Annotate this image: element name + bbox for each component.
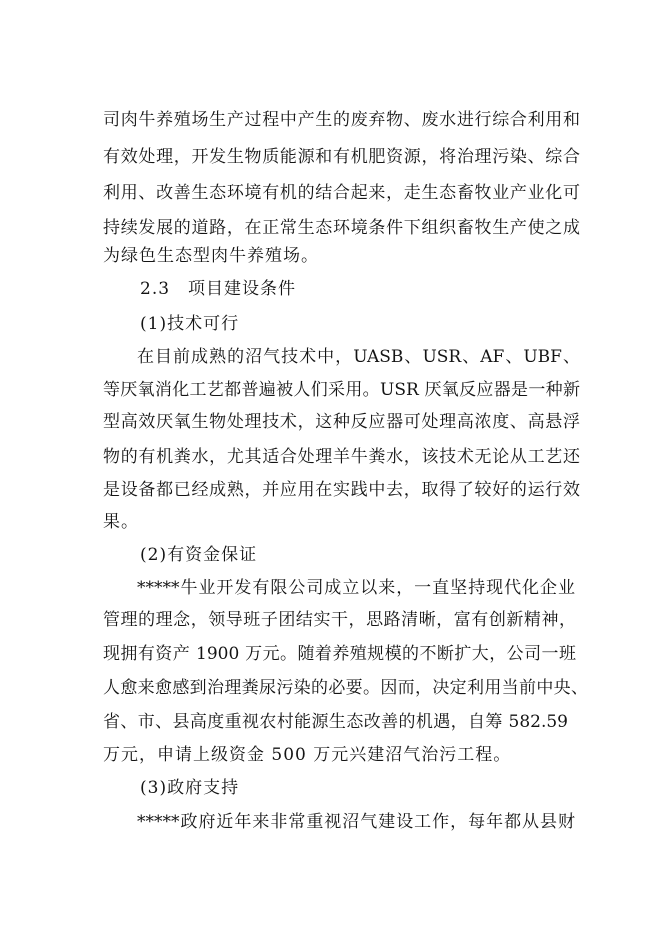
- text-line: 有效处理，开发生物质能源和有机肥资源，将治理污染、综合: [103, 147, 580, 167]
- text-line: 万元，申请上级资金 500 万元兴建沼气治污工程。: [103, 745, 512, 765]
- text-line: 省、市、县高度重视农村能源生态改善的机遇，自筹 582.59: [103, 712, 568, 732]
- text-line: 持续发展的道路，在正常生态环境条件下组织畜牧生产使之成: [103, 218, 580, 238]
- text-line: 管理的理念，领导班子团结实干，思路清晰，富有创新精神，: [103, 610, 576, 630]
- subsection-heading: (1)技术可行: [140, 314, 240, 334]
- text-line: 在目前成熟的沼气技术中，UASB、USR、AF、UBF、: [137, 347, 580, 367]
- subsection-heading: (2)有资金保证: [140, 545, 258, 565]
- text-line: 型高效厌氧生物处理技术，这种反应器可处理高浓度、高悬浮: [103, 412, 580, 432]
- text-line: 司肉牛养殖场生产过程中产生的废弃物、废水进行综合利用和: [103, 110, 580, 130]
- text-line: 为绿色生态型肉牛养殖场。: [103, 246, 319, 266]
- text-line: 人愈来愈感到治理粪尿污染的必要。因而，决定利用当前中央、: [103, 678, 588, 698]
- text-line: 等厌氧消化工艺都普遍被人们采用。USR 厌氧反应器是一种新: [103, 380, 580, 400]
- text-line: 果。: [103, 512, 139, 532]
- text-line: 现拥有资产 1900 万元。随着养殖规模的不断扩大，公司一班: [103, 644, 576, 664]
- section-heading: 2.3 项目建设条件: [140, 279, 297, 299]
- text-line: 是设备都已经成熟，并应用在实践中去，取得了较好的运行效: [103, 480, 580, 500]
- text-line: *****牛业开发有限公司成立以来，一直坚持现代化企业: [137, 578, 575, 598]
- text-line: 物的有机粪水，尤其适合处理羊牛粪水，该技术无论从工艺还: [103, 447, 580, 467]
- subsection-heading: (3)政府支持: [140, 778, 240, 798]
- text-line: 利用、改善生态环境有机的结合起来，走生态畜牧业产业化可: [103, 183, 580, 203]
- text-line: *****政府近年来非常重视沼气建设工作，每年都从县财: [137, 812, 575, 832]
